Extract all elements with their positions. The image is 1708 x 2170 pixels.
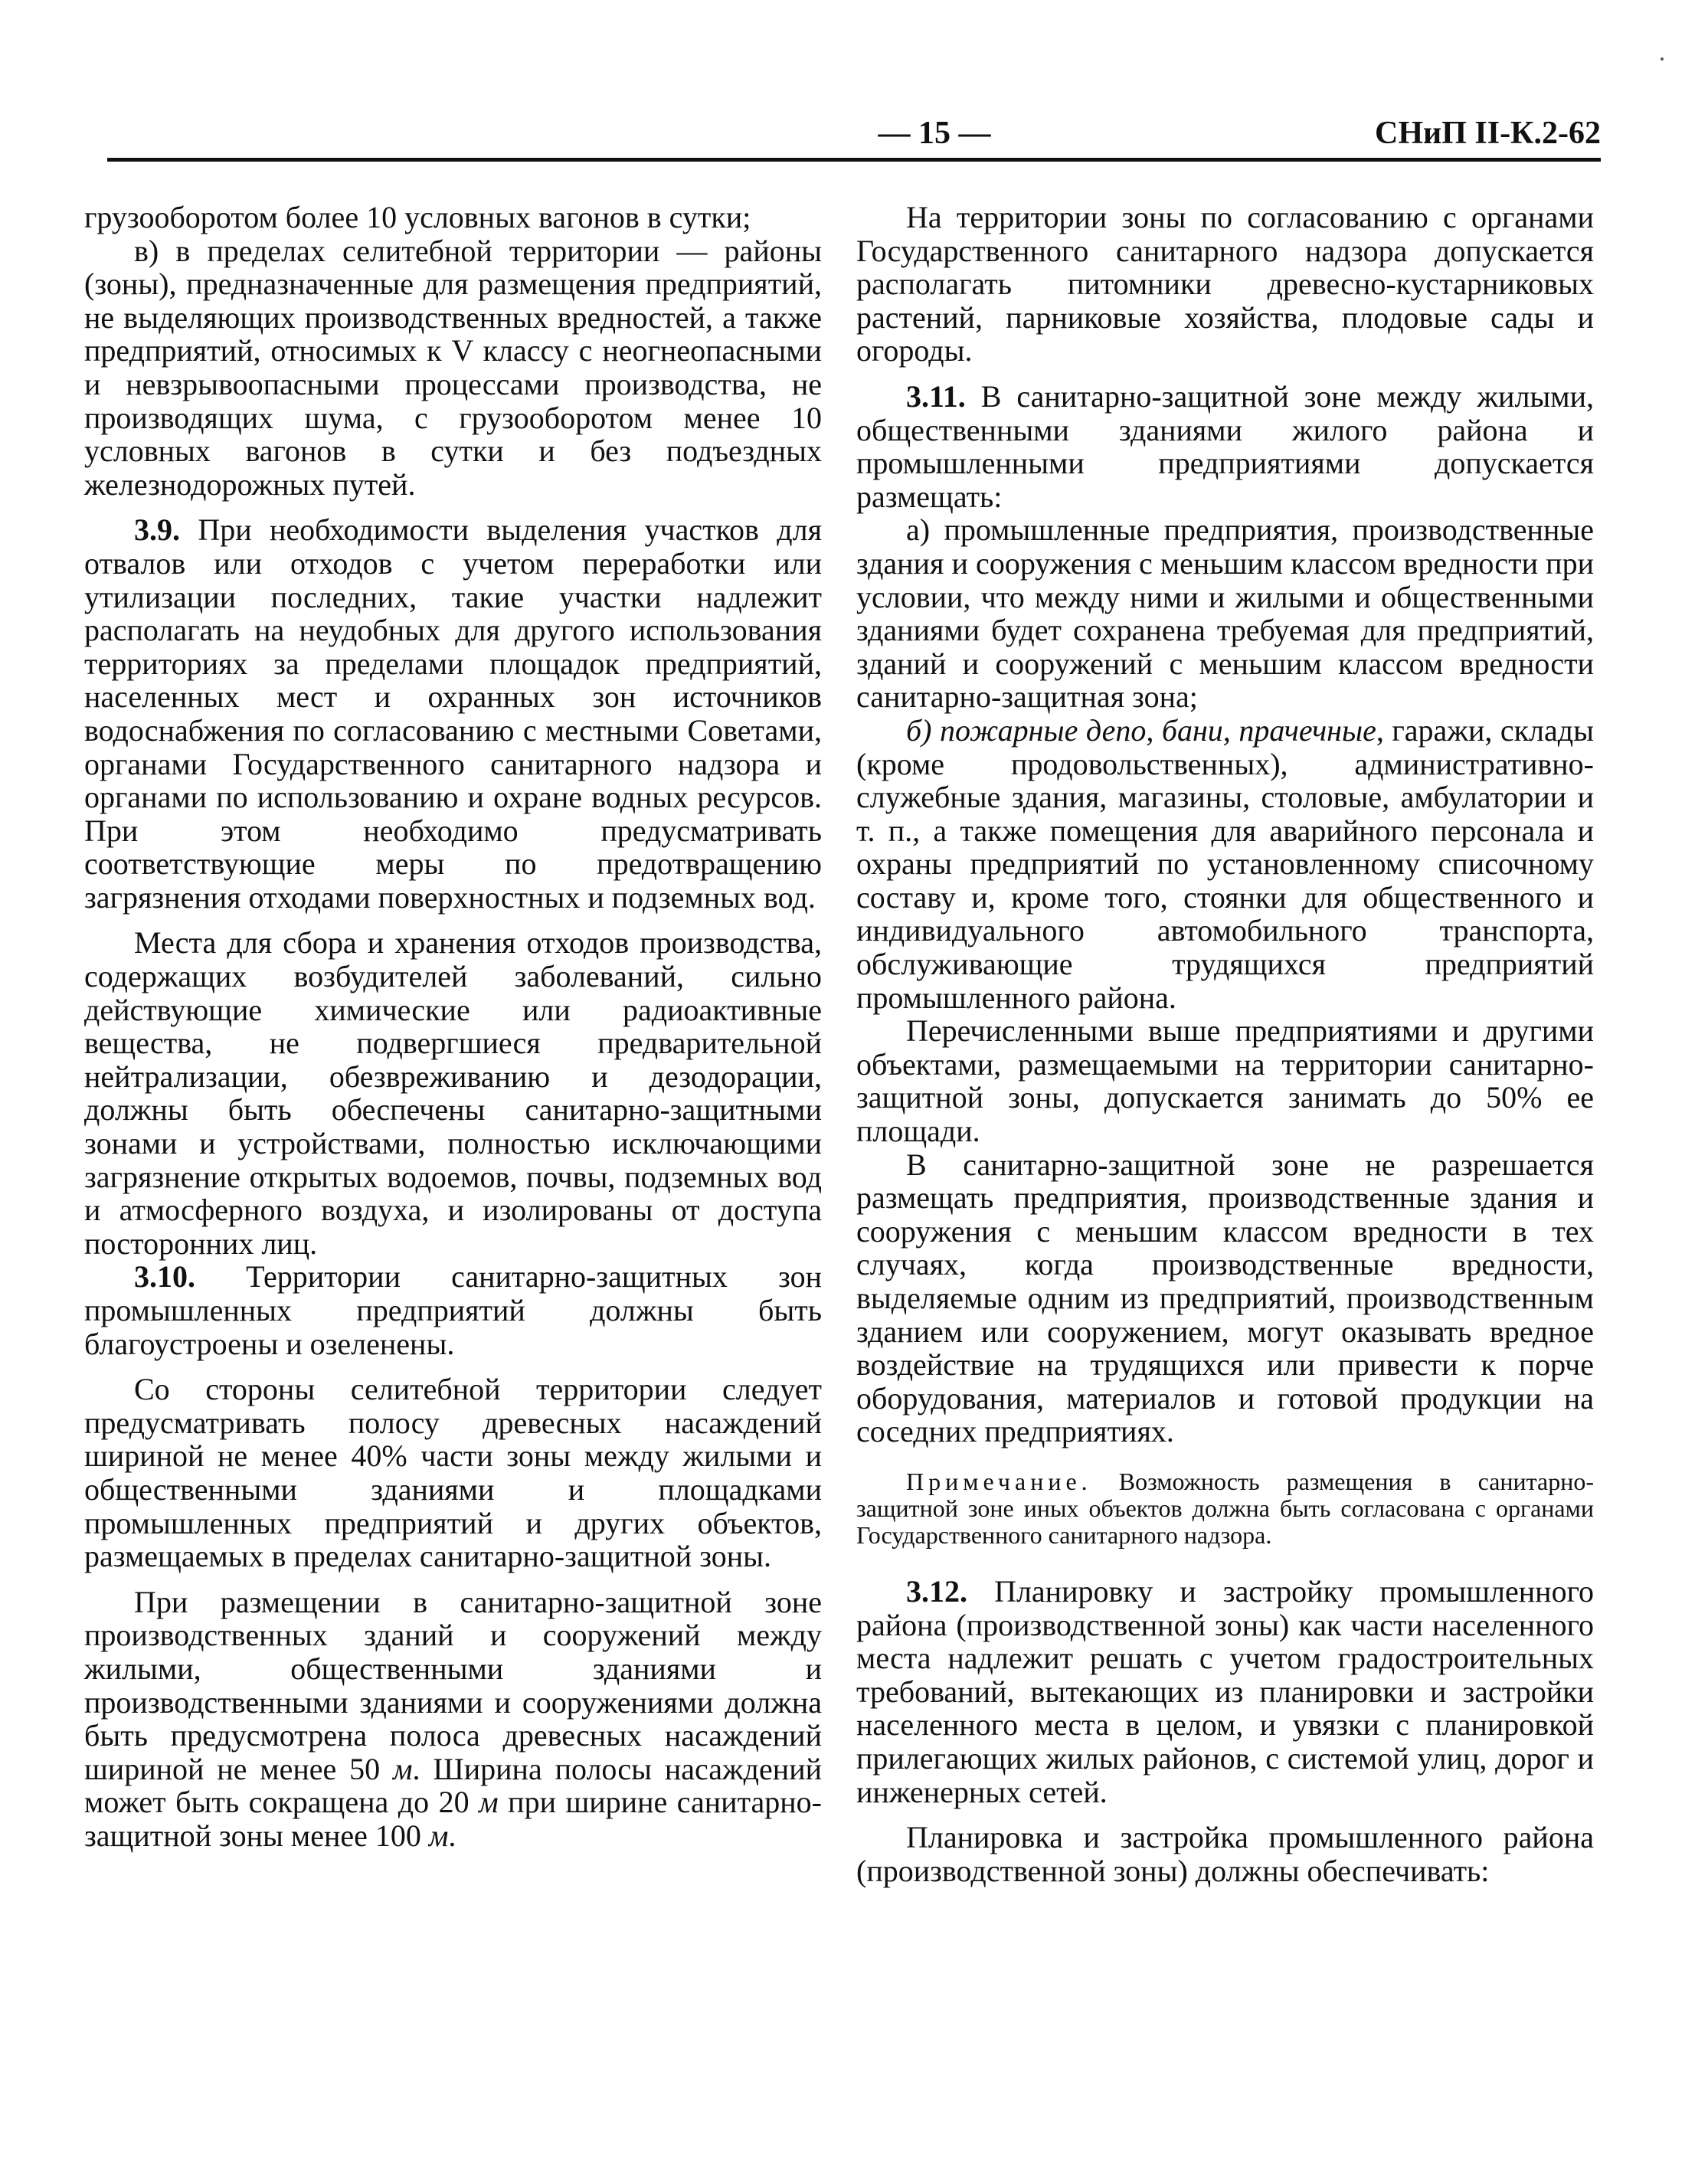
paragraph-waste-storage: Места для сбора и хранения отходов производства, содержащих возбудителей заболеваний, сильно действующие химические или радиоактивные вещества, не подвергшиеся предварительной нейтрализации, обезвреживанию и дезодорации, должны быть обеспечены санитарно-защитными зонами и устройствами, полностью исключающими загрязнение открытых водоемов, почвы, подземных вод и атмосферного воздуха, и изолированы от доступа посторонних лиц. bbox=[84, 925, 822, 1261]
paragraph-item-a: а) промышленные предприятия, производственные здания и сооружения с меньшим классом вредности при условии, что между ними и жилыми и общественными зданиями будет сохранена требуемая для предприятий, зданий и сооружений с меньшим классом вредности санитарно-защитная зона; bbox=[856, 512, 1594, 715]
paragraph-nurseries: На территории зоны по согласованию с органами Государственного санитарного надзора допускается располагать питомники древесно-кустарниковых растений, парниковые хозяйства, плодовые сады и огороды. bbox=[856, 200, 1594, 368]
paragraph-item-b bbox=[856, 714, 1594, 1014]
paragraph-tree-belt-width bbox=[84, 1586, 822, 1853]
italic-segment: б) пожарные депо, бани, прачечные bbox=[906, 712, 1376, 748]
section-number: 3.10. bbox=[134, 1259, 195, 1294]
section-number: 3.11. bbox=[906, 378, 966, 414]
paragraph-area-limit: Перечисленными выше предприятиями и другими объектами, размещаемыми на территории санитарно-защитной зоны, допускается занимать до 50% ее площади. bbox=[856, 1013, 1594, 1149]
paragraph-planning: Планировка и застройка промышленного района (производственной зоны) должны обеспечивать: bbox=[856, 1820, 1594, 1888]
section-3-9 bbox=[84, 513, 822, 914]
right-column bbox=[856, 201, 1594, 1887]
paragraph-prohibition: В санитарно-защитной зоне не разрешается размещать предприятия, производственные здания и сооружения с меньшим классом вредности в тех случаях, когда производственные вредности, выделяемые одним из предприятий, производственным зданием или сооружением, могут оказывать вредное воздействие на трудящихся или привести к порче оборудования, материалов и готовой продукции на соседних предприятиях. bbox=[856, 1147, 1594, 1449]
note-label: Примечание. bbox=[906, 1467, 1092, 1495]
unit-meters: м bbox=[428, 1818, 449, 1853]
section-3-12 bbox=[856, 1575, 1594, 1808]
paragraph-tree-belt: Со стороны селитебной территории следует предусматривать полосу древесных насаждений шириной не менее 40% части зоны между жилыми и общественными зданиями и площадками промышленных предприятий и других объектов, размещаемых в пределах санитарно-защитной зоны. bbox=[84, 1372, 822, 1574]
text-segment: При размещении в санитарно-защитной зоне производственных зданий и сооружений между жилыми, общественными зданиями и производственными зданиями и сооружениями должна быть предусмотрена полоса древесных насаждений шириной не менее 50 bbox=[84, 1584, 822, 1786]
page-number: — 15 — bbox=[878, 116, 991, 151]
section-text: Территории санитарно-защитных зон промышленных предприятий должны быть благоустроены и озеленены. bbox=[84, 1259, 822, 1361]
text-segment: . bbox=[448, 1818, 456, 1853]
text-segment: . Ширина полосы насаждений может быть сокращена до 20 bbox=[84, 1751, 823, 1820]
note-text: Возможность размещения в санитарно-защитной зоне иных объектов должна быть согласована с органами Государственного санитарного надзора. bbox=[856, 1467, 1594, 1549]
section-text: В санитарно-защитной зоне между жилыми, общественными зданиями жилого района и промышленными предприятиями допускается размещать: bbox=[856, 378, 1594, 514]
text-segment: , гаражи, склады (кроме продовольственных), административно-служебные здания, магазины, столовые, амбулатории и т. п., а также помещения для аварийного персонала и охраны предприятий по установленному списочному составу и, кроме того, стоянки для общественного и индивидуального автомобильного транспорта, обслуживающие трудящихся предприятий промышленного района. bbox=[856, 712, 1594, 1015]
text-segment: при ширине санитарно-защитной зоны менее 100 bbox=[84, 1785, 822, 1853]
section-3-11 bbox=[856, 380, 1594, 513]
section-number: 3.9. bbox=[134, 512, 180, 548]
document-code: СНиП II-К.2-62 bbox=[1375, 116, 1601, 151]
page-header bbox=[107, 113, 1601, 162]
unit-meters: м bbox=[479, 1785, 499, 1820]
scan-speck bbox=[1661, 57, 1664, 61]
left-column bbox=[84, 201, 822, 1853]
section-text: Планировку и застройку промышленного района (производственной зоны) как части населенного места надлежит решать с учетом градостроительных требований, вытекающих из планировки и застройки населенного места в целом, и увязки с планировкой прилегающих жилых районов, с системой улиц, дорог и инженерных сетей. bbox=[856, 1573, 1594, 1809]
paragraph-item-v: в) в пределах селитебной территории — районы (зоны), предназначенные для размещения предприятий, не выделяющих производственных вредностей, а также предприятий, относимых к V классу с неогнеопасными и невзрывоопасными процессами производства, не производящих шума, с грузооборотом менее 10 условных вагонов в сутки и без подъездных железнодорожных путей. bbox=[84, 233, 822, 502]
section-number: 3.12. bbox=[906, 1573, 967, 1609]
section-text: При необходимости выделения участков для отвалов или отходов с учетом переработки или утилизации последних, такие участки надлежит располагать на неудобных для другого использования территориях за пределами площадок предприятий, населенных мест и охранных зон источников водоснабжения по согласованию с местными Советами, органами Государственного санитарного надзора и органами по использованию и охране водных ресурсов. При этом необходимо предусматривать соответствующие меры по предотвращению загрязнения отходами поверхностных и подземных вод. bbox=[84, 512, 822, 915]
unit-meters: м bbox=[393, 1751, 413, 1786]
paragraph-continuation: грузооборотом более 10 условных вагонов в сутки; bbox=[84, 200, 751, 234]
note bbox=[856, 1468, 1594, 1549]
section-3-10 bbox=[84, 1260, 822, 1360]
